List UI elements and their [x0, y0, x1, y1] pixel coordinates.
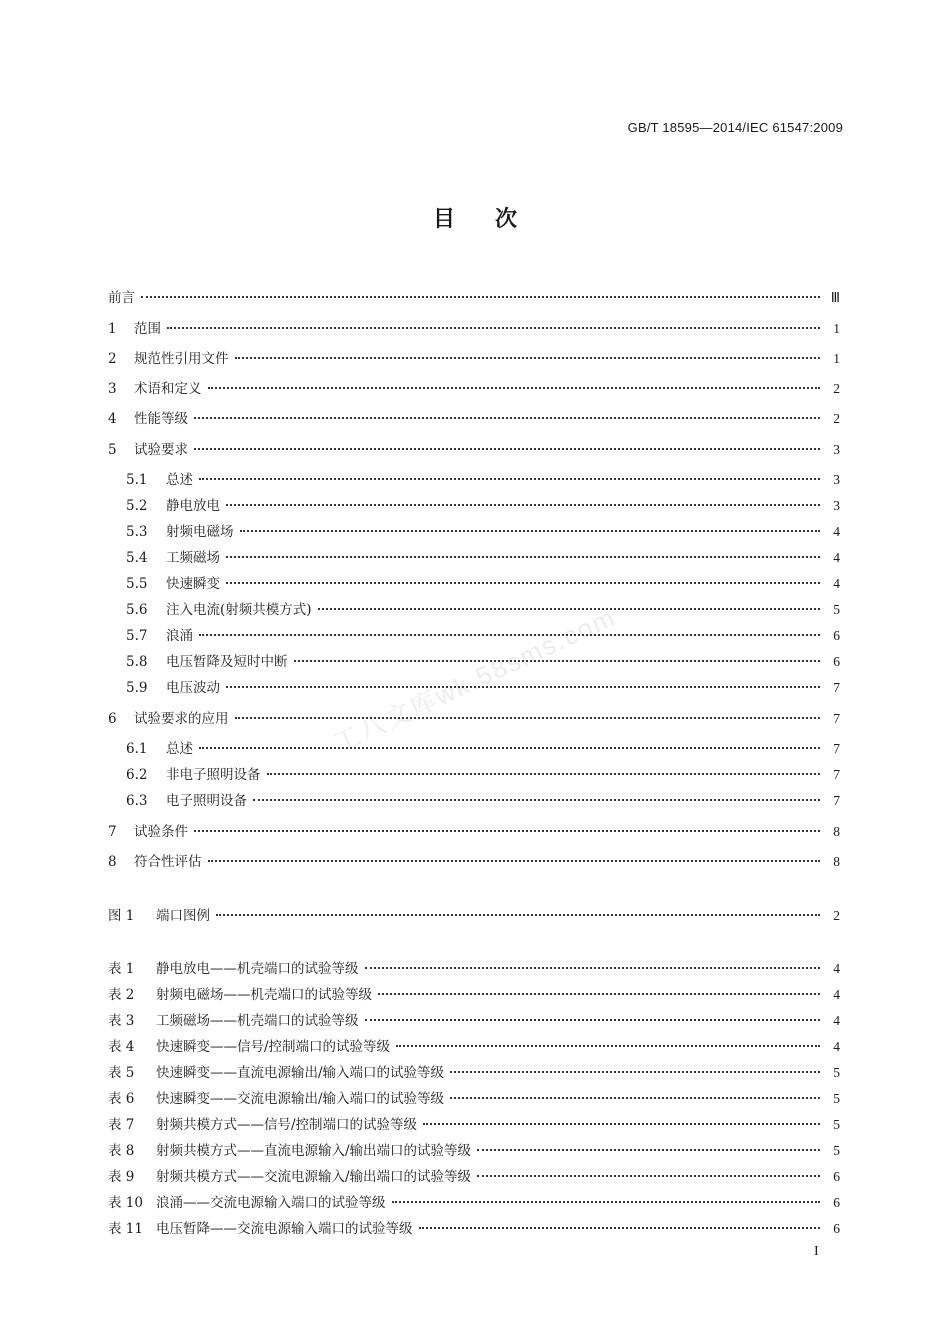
table-label: 快速瞬变——信号/控制端口的试验等级	[156, 1039, 391, 1055]
toc-entry-foreword[interactable]	[108, 286, 840, 306]
table-page: 5	[833, 1117, 840, 1132]
table-label: 电压暂降——交流电源输入端口的试验等级	[156, 1221, 413, 1237]
standard-code: GB/T 18595—2014/IEC 61547:2009	[627, 120, 843, 135]
toc-entry-number: 8	[108, 854, 117, 870]
toc-entry-number: 5.4	[126, 550, 148, 566]
toc-entry-label: 射频电磁场	[166, 524, 234, 540]
toc-entry-page: 3	[833, 498, 840, 513]
page-title: 目次	[432, 206, 557, 232]
toc-entry-label: 浪涌	[166, 628, 193, 644]
toc-entry-label: 试验要求	[134, 442, 188, 458]
toc-entry-page: 8	[833, 854, 840, 869]
toc-entry-number: 5.6	[126, 602, 148, 618]
toc-subentry[interactable]	[108, 763, 840, 783]
toc-subentry[interactable]	[108, 520, 840, 540]
toc-subentry[interactable]	[108, 650, 840, 670]
toc-entry-number: 6.2	[126, 767, 148, 783]
toc-entry-label: 工频磁场	[166, 550, 220, 566]
toc-entry-label: 范围	[134, 321, 161, 337]
toc-entry-label: 试验条件	[134, 824, 188, 840]
toc-subentry[interactable]	[108, 572, 840, 592]
toc-entry-number: 6.1	[126, 741, 148, 757]
toc-entry-number: 3	[108, 381, 117, 397]
table-entry[interactable]	[108, 1061, 840, 1081]
toc-entry-page: 6	[833, 628, 840, 643]
toc-entry-number: 5.9	[126, 680, 148, 696]
table-number: 表 6	[108, 1091, 135, 1107]
toc-entry-number: 4	[108, 411, 117, 427]
toc-entry-page: 8	[833, 824, 840, 839]
table-number: 表 9	[108, 1169, 135, 1185]
table-label: 浪涌——交流电源输入端口的试验等级	[156, 1195, 386, 1211]
toc-entry-label: 总述	[166, 741, 193, 757]
table-page: 5	[833, 1091, 840, 1106]
figure-page: 2	[833, 908, 840, 923]
toc-entry-page: 7	[833, 680, 840, 695]
leader-dots	[194, 830, 820, 832]
table-entry[interactable]	[108, 957, 840, 977]
leader-dots	[392, 1201, 821, 1203]
figure-label: 端口图例	[156, 908, 210, 924]
toc-entry-page: 7	[833, 711, 840, 726]
leader-dots	[378, 993, 820, 995]
toc-entry-number: 5.3	[126, 524, 148, 540]
figure-number: 图 1	[108, 908, 135, 924]
leader-dots	[141, 296, 820, 298]
leader-dots	[194, 448, 820, 450]
toc-entry-number: 6.3	[126, 793, 148, 809]
table-entry[interactable]	[108, 1191, 840, 1211]
table-label: 静电放电——机壳端口的试验等级	[156, 961, 359, 977]
toc-entry-number: 6	[108, 711, 117, 727]
table-entry[interactable]	[108, 1087, 840, 1107]
table-label: 射频电磁场——机壳端口的试验等级	[156, 987, 372, 1003]
toc-subentry[interactable]	[108, 789, 840, 809]
toc-entry-label: 前言	[108, 290, 135, 306]
toc-entry-page: 4	[833, 576, 840, 591]
table-label: 工频磁场——机壳端口的试验等级	[156, 1013, 359, 1029]
leader-dots	[208, 387, 821, 389]
table-number: 表 4	[108, 1039, 135, 1055]
toc-entry[interactable]	[108, 407, 840, 427]
table-number: 表 2	[108, 987, 135, 1003]
leader-dots	[226, 556, 820, 558]
leader-dots	[477, 1149, 820, 1151]
table-entry[interactable]	[108, 1035, 840, 1055]
table-label: 快速瞬变——交流电源输出/输入端口的试验等级	[156, 1091, 445, 1107]
toc-entry-page: 3	[833, 472, 840, 487]
table-number: 表 11	[108, 1221, 143, 1237]
toc-entry-page: 3	[833, 442, 840, 457]
toc-entry-label: 试验要求的应用	[134, 711, 229, 727]
leader-dots	[240, 530, 821, 532]
leader-dots	[235, 717, 821, 719]
toc-entry-number: 7	[108, 824, 117, 840]
table-page: 4	[833, 961, 840, 976]
table-page: 5	[833, 1065, 840, 1080]
toc-entry[interactable]	[108, 820, 840, 840]
table-page: 5	[833, 1143, 840, 1158]
toc-entry-page: 4	[833, 524, 840, 539]
table-page: 4	[833, 1039, 840, 1054]
toc-entry-number: 5.2	[126, 498, 148, 514]
toc-entry-page: 4	[833, 550, 840, 565]
leader-dots	[226, 504, 820, 506]
toc-entry[interactable]	[108, 317, 840, 337]
leader-dots	[267, 773, 821, 775]
table-page: 6	[833, 1169, 840, 1184]
toc-entry-label: 规范性引用文件	[134, 351, 229, 367]
toc-entry-label: 符合性评估	[134, 854, 202, 870]
toc-subentry[interactable]	[108, 598, 840, 618]
toc-entry-label: 电子照明设备	[166, 793, 247, 809]
toc-entry-number: 5.1	[126, 472, 148, 488]
leader-dots	[318, 608, 820, 610]
toc-subentry[interactable]	[108, 676, 840, 696]
leader-dots	[365, 967, 821, 969]
toc-entry-page: 1	[833, 351, 840, 366]
leader-dots	[477, 1175, 820, 1177]
watermark: 工八文库wk.58sms.com	[328, 601, 621, 759]
toc-entry-label: 电压暂降及短时中断	[166, 654, 288, 670]
toc-entry-label: 静电放电	[166, 498, 220, 514]
table-entry[interactable]	[108, 1139, 840, 1159]
toc-entry-label: 非电子照明设备	[166, 767, 261, 783]
toc-entry-page: 1	[833, 321, 840, 336]
table-number: 表 8	[108, 1143, 135, 1159]
toc-subentry[interactable]	[108, 737, 840, 757]
leader-dots	[226, 686, 820, 688]
leader-dots	[199, 747, 820, 749]
leader-dots	[396, 1045, 820, 1047]
table-label: 快速瞬变——直流电源输出/输入端口的试验等级	[156, 1065, 445, 1081]
toc-entry-label: 术语和定义	[134, 381, 202, 397]
toc-entry[interactable]	[108, 707, 840, 727]
toc-entry-page: 2	[833, 381, 840, 396]
leader-dots	[199, 634, 820, 636]
table-number: 表 10	[108, 1195, 143, 1211]
leader-dots	[226, 582, 820, 584]
table-label: 射频共模方式——直流电源输入/输出端口的试验等级	[156, 1143, 472, 1159]
leader-dots	[194, 417, 820, 419]
table-label: 射频共模方式——交流电源输入/输出端口的试验等级	[156, 1169, 472, 1185]
table-number: 表 1	[108, 961, 135, 977]
table-page: 4	[833, 1013, 840, 1028]
toc-entry[interactable]	[108, 850, 840, 870]
leader-dots	[365, 1019, 821, 1021]
toc-subentry[interactable]	[108, 468, 840, 488]
toc-entry-number: 1	[108, 321, 117, 337]
toc-subentry[interactable]	[108, 494, 840, 514]
toc-entry-number: 5.8	[126, 654, 148, 670]
table-number: 表 3	[108, 1013, 135, 1029]
footer-page-number: I	[814, 1244, 819, 1259]
leader-dots	[423, 1123, 820, 1125]
toc-entry-label: 性能等级	[134, 411, 188, 427]
toc-entry-page: 7	[833, 741, 840, 756]
leader-dots	[419, 1227, 821, 1229]
toc-entry-label: 注入电流(射频共模方式)	[166, 602, 312, 618]
leader-dots	[167, 327, 820, 329]
leader-dots	[450, 1097, 820, 1099]
leader-dots	[235, 357, 821, 359]
toc-entry[interactable]	[108, 438, 840, 458]
leader-dots	[253, 799, 820, 801]
table-entry[interactable]	[108, 1165, 840, 1185]
toc-entry[interactable]	[108, 347, 840, 367]
toc-subentry[interactable]	[108, 624, 840, 644]
toc-entry-label: 快速瞬变	[166, 576, 220, 592]
leader-dots	[208, 860, 821, 862]
leader-dots	[294, 660, 821, 662]
table-entry[interactable]	[108, 983, 840, 1003]
table-entry[interactable]	[108, 1113, 840, 1133]
table-page: 4	[833, 987, 840, 1002]
figure-entry[interactable]	[108, 904, 840, 924]
table-entry[interactable]	[108, 1217, 840, 1237]
toc-entry-page: 7	[833, 767, 840, 782]
toc-entry-page: 6	[833, 654, 840, 669]
toc-entry-number: 2	[108, 351, 117, 367]
toc-subentry[interactable]	[108, 546, 840, 566]
toc-entry-page: Ⅲ	[830, 290, 840, 305]
table-label: 射频共模方式——信号/控制端口的试验等级	[156, 1117, 418, 1133]
toc-entry-page: 7	[833, 793, 840, 808]
toc-entry-number: 5	[108, 442, 117, 458]
toc-entry-label: 电压波动	[166, 680, 220, 696]
leader-dots	[199, 478, 820, 480]
table-number: 表 7	[108, 1117, 135, 1133]
toc-entry-label: 总述	[166, 472, 193, 488]
table-number: 表 5	[108, 1065, 135, 1081]
toc-entry-number: 5.7	[126, 628, 148, 644]
table-page: 6	[833, 1221, 840, 1236]
toc-entry-page: 2	[833, 411, 840, 426]
toc-entry[interactable]	[108, 377, 840, 397]
leader-dots	[216, 914, 820, 916]
table-page: 6	[833, 1195, 840, 1210]
table-entry[interactable]	[108, 1009, 840, 1029]
leader-dots	[450, 1071, 820, 1073]
toc-entry-number: 5.5	[126, 576, 148, 592]
toc-entry-page: 5	[833, 602, 840, 617]
